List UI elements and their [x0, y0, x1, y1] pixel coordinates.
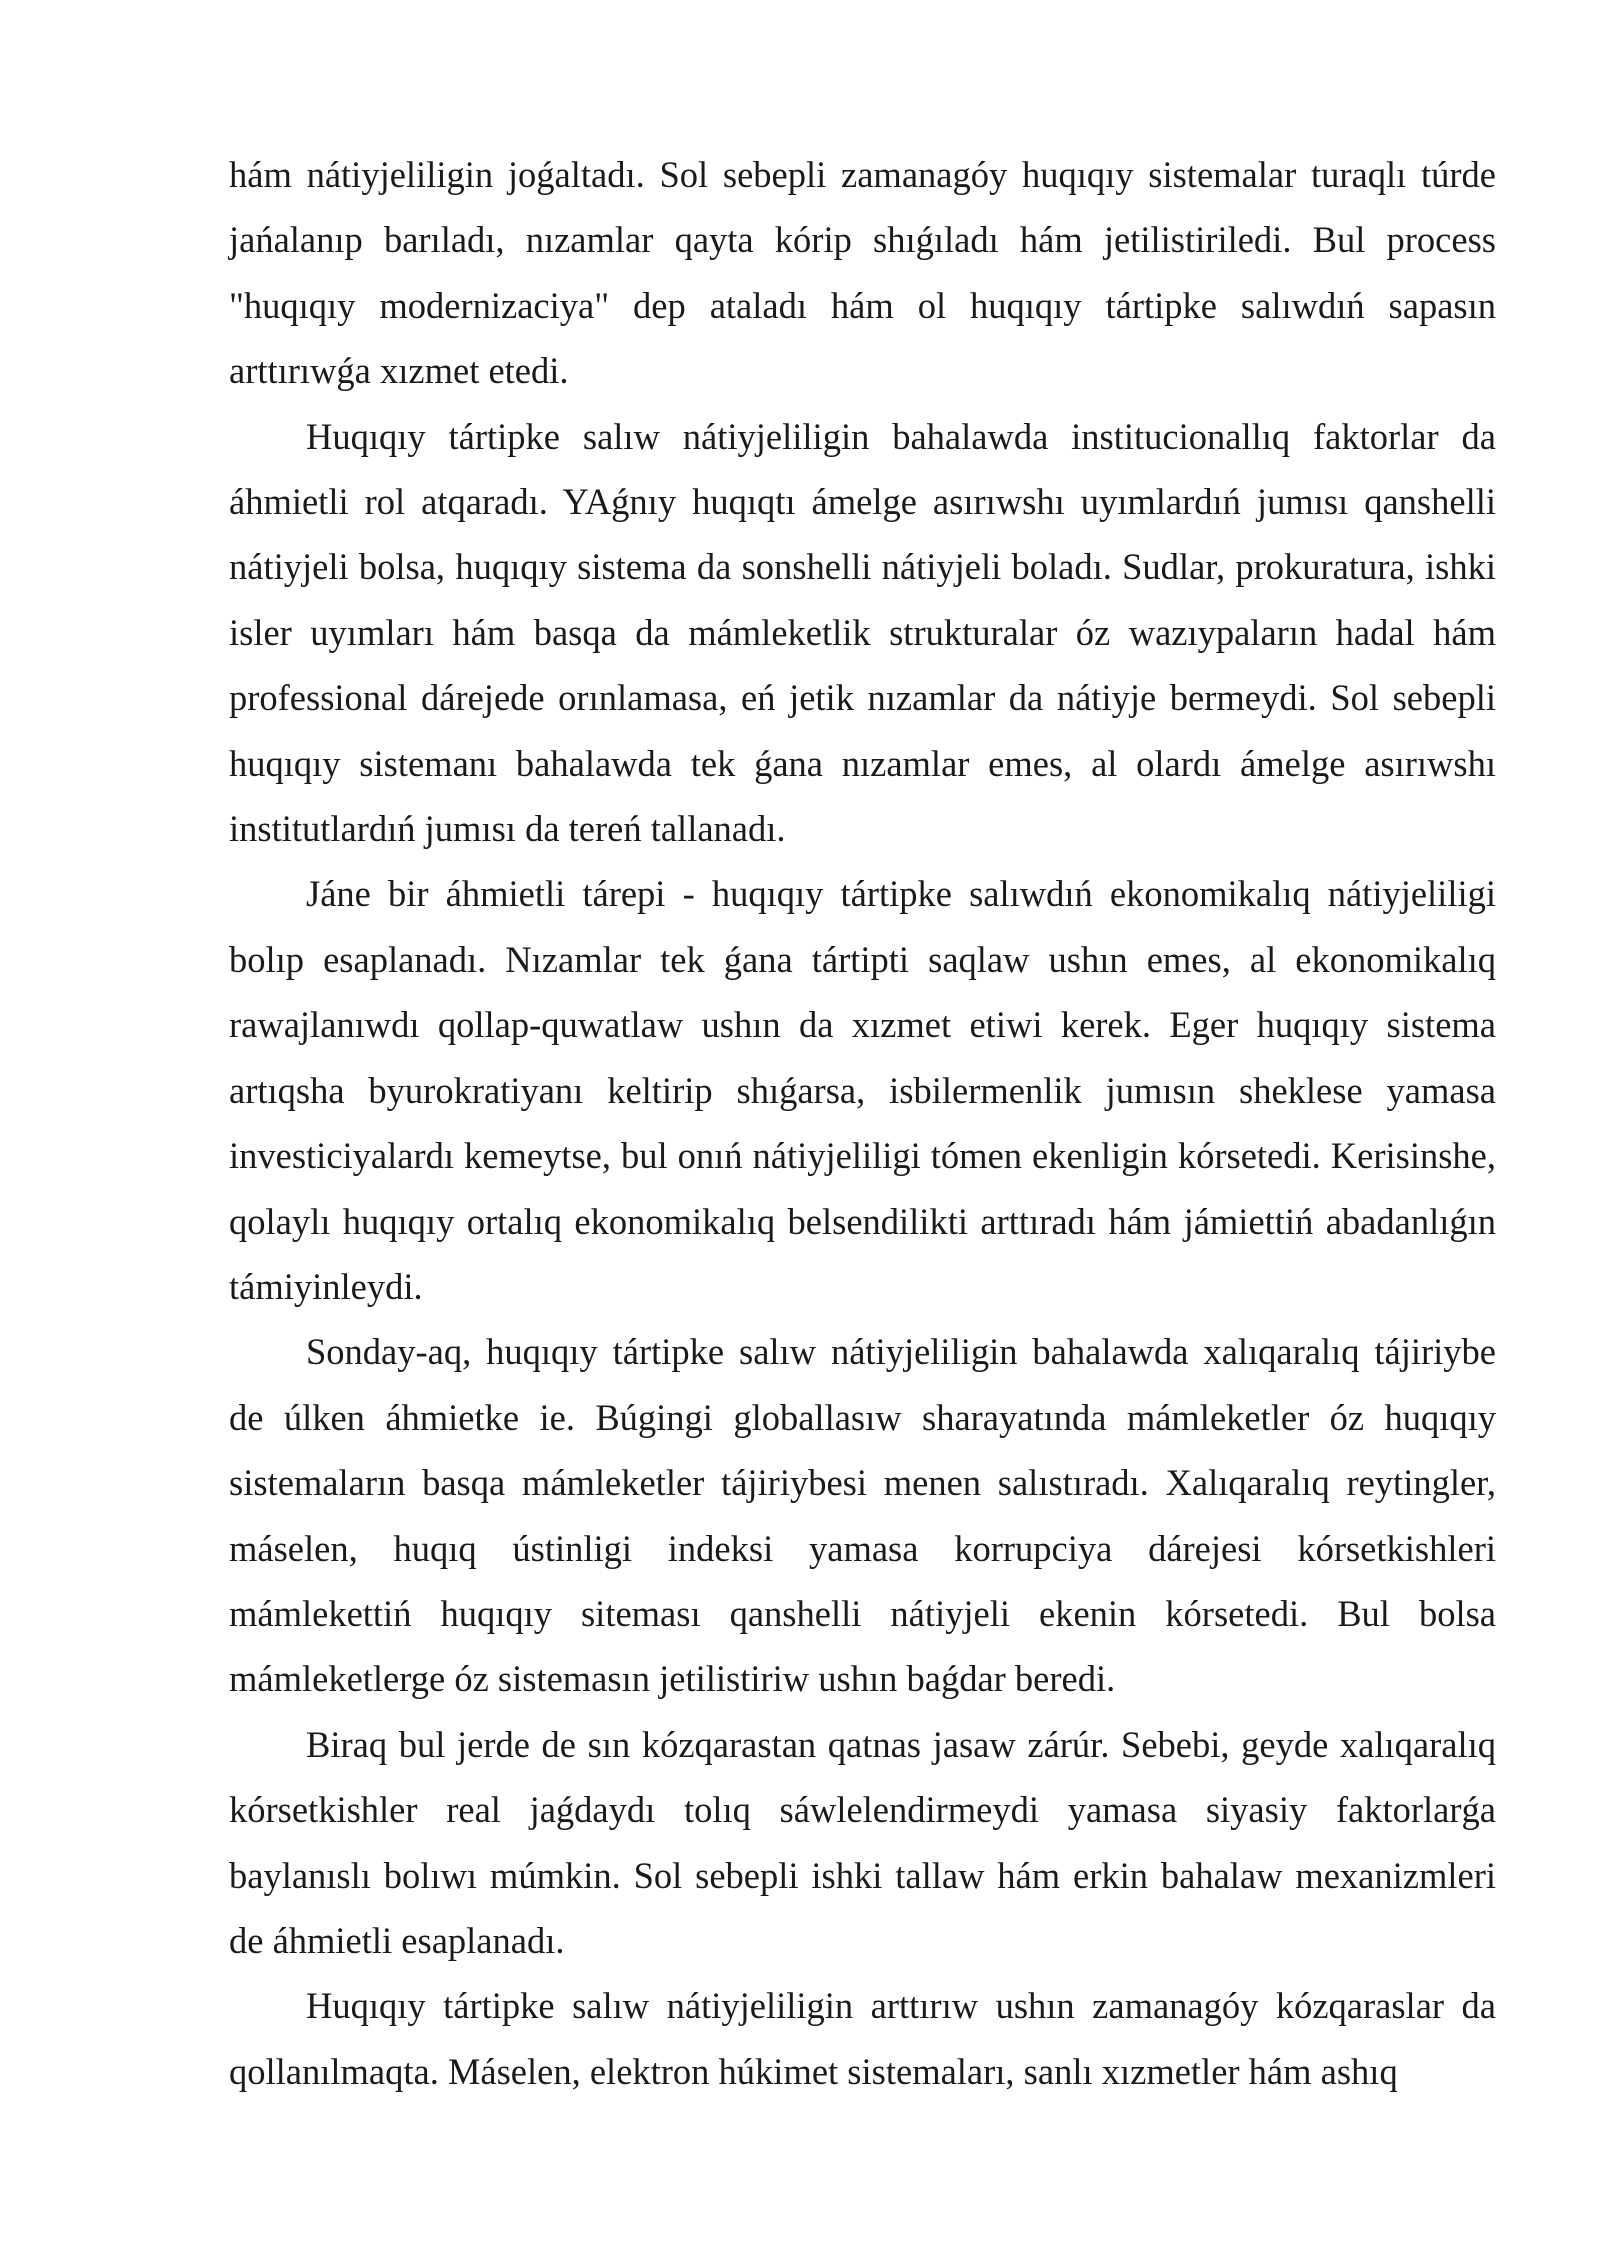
paragraph-modern-approaches: Huqıqıy tártipke salıw nátiyjeliligin arttırıw ushın zamanagóy kózqaraslar da qollanılmaqta. Máselen, elektron húkimet sistemaları, sanlı xızmetler hám ashıq	[229, 1985, 1496, 2092]
paragraph-institutional-factors: Huqıqıy tártipke salıw nátiyjeliligin bahalawda institucionallıq faktorlar da áhmietli rol atqaradı. YAǵnıy huqıqtı ámelge asırıwshı uyımlardıń jumısı qanshelli nátiyjeli bolsa, huqıqıy sistema da sonshelli nátiyjeli boladı. Sudlar, prokuratura, ishki isler uyımları hám basqa da mámleketlik strukturalar óz wazıypaların hadal hám professional dárejede orınlamasa, eń jetik nızamlar da nátiyje bermeydi. Sol sebepli huqıqıy sistemanı bahalawda tek ǵana nızamlar emes, al olardı ámelge asırıwshı institutlardıń jumısı da tereń tallanadı.	[229, 415, 1496, 850]
paragraph-international-experience: Sonday-aq, huqıqıy tártipke salıw nátiyjeliligin bahalawda xalıqaralıq tájiriybe de úlken áhmietke ie. Búgingi globallasıw sharayatında mámleketler óz huqıqıy sistemaların basqa mámleketler tájiriybesi menen salıstıradı. Xalıqaralıq reytingler, máselen, huqıq ústinligi indeksi yamasa korrupciya dárejesi kórsetkishleri mámlekettiń huqıqıy siteması qanshelli nátiyjeli ekenin kórsetedi. Bul bolsa mámleketlerge óz sistemasın jetilistiriw ushın baǵdar beredi.	[229, 1331, 1496, 1700]
paragraph-economic-effectiveness: Jáne bir áhmietli tárepi - huqıqıy tártipke salıwdıń ekonomikalıq nátiyjeliligi bolıp esaplanadı. Nızamlar tek ǵana tártipti saqlaw ushın emes, al ekonomikalıq rawajlanıwdı qollap-quwatlaw ushın da xızmet etiwi kerek. Eger huqıqıy sistema artıqsha byurokratiyanı keltirip shıǵarsa, isbilermenlik jumısın sheklese yamasa investiciyalardı kemeytse, bul onıń nátiyjeliligi tómen ekenligin kórsetedi. Kerisinshe, qolaylı huqıqıy ortalıq ekonomikalıq belsendilikti arttıradı hám jámiettiń abadanlıǵın támiyinleydi.	[229, 873, 1496, 1307]
document-body	[229, 142, 1496, 2104]
paragraph-continued: hám nátiyjeliligin joǵaltadı. Sol sebepli zamanagóy huqıqıy sistemalar turaqlı túrde jańalanıp barıladı, nızamlar qayta kórip shıǵıladı hám jetilistiriledi. Bul process "huqıqıy modernizaciya" dep ataladı hám ol huqıqıy tártipke salıwdıń sapasın arttırıwǵa xızmet etedi.	[229, 154, 1496, 392]
paragraph-critical-approach: Biraq bul jerde de sın kózqarastan qatnas jasaw zárúr. Sebebi, geyde xalıqaralıq kórsetkishler real jaǵdaydı tolıq sáwlelendirmeydi yamasa siyasiy faktorlarǵa baylanıslı bolıwı múmkin. Sol sebepli ishki tallaw hám erkin bahalaw mexanizmleri de áhmietli esaplanadı.	[229, 1723, 1496, 1961]
